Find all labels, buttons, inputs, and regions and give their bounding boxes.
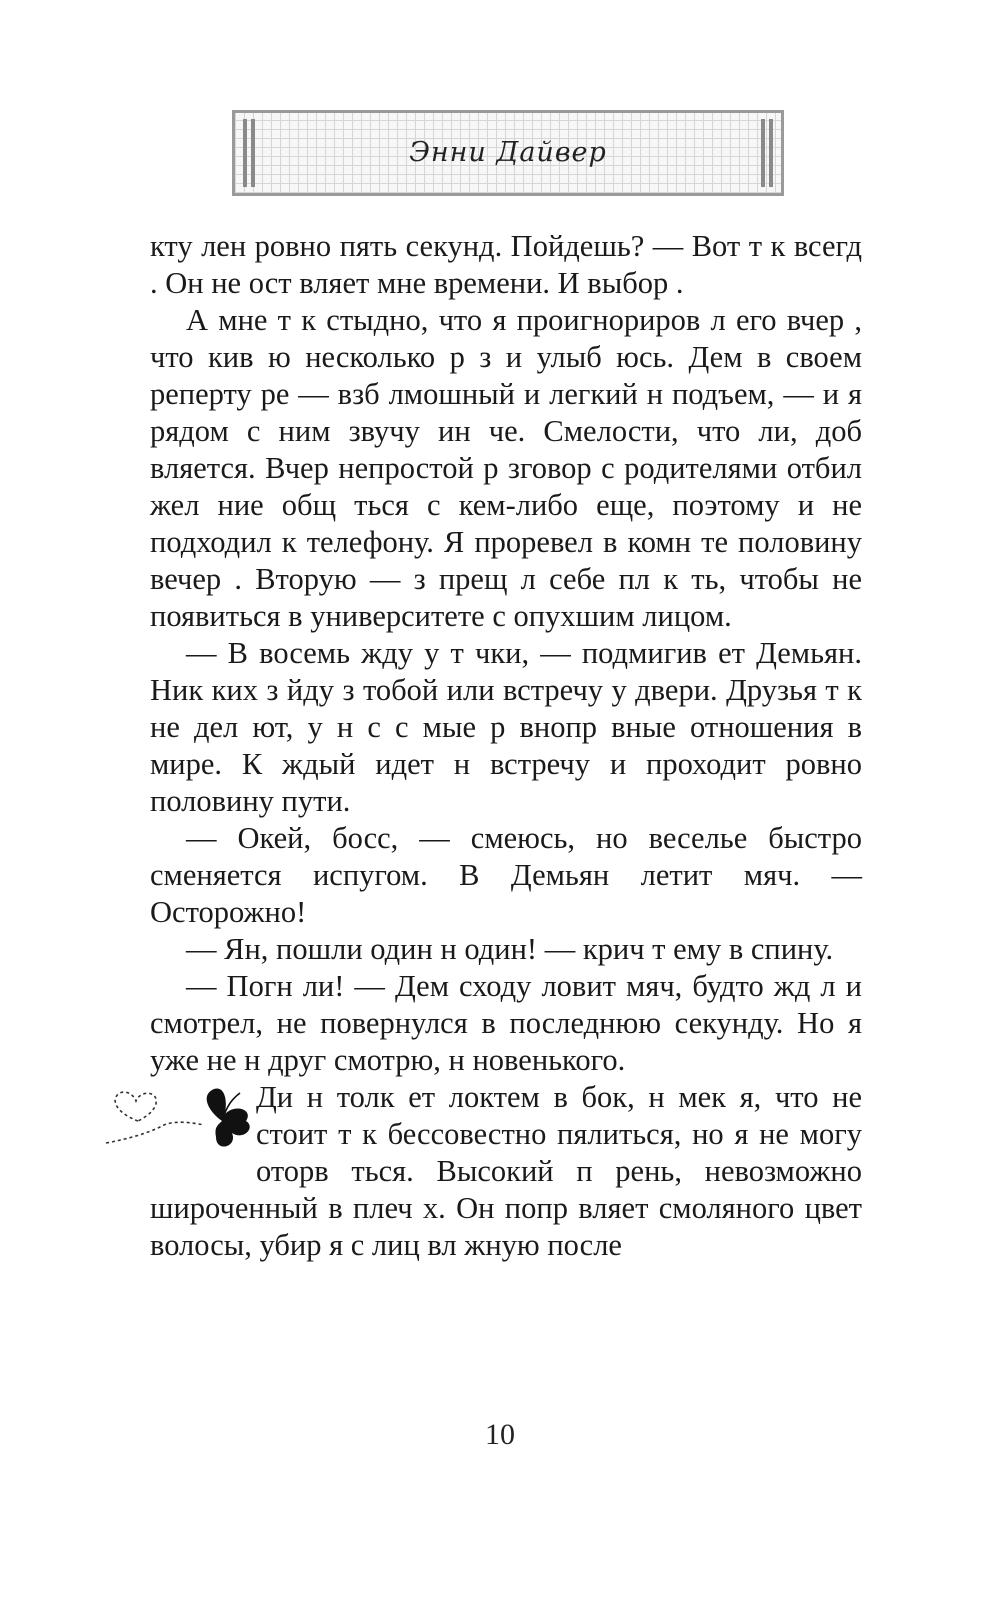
butterfly-ornament-icon [104, 1081, 256, 1155]
page-text [150, 228, 862, 1264]
paragraph-1: кту лен ровно пять секунд. Пойдешь? — Вот т к всегд . Он не ост вляет мне времени. И выбор . [150, 229, 862, 300]
paragraph-5: — Ян, пошли один н один! — крич т ему в спину. [186, 932, 834, 966]
author-name: Энни Дайвер [409, 137, 607, 168]
page-number: 10 [485, 1418, 515, 1451]
paragraph-6: — Погн ли! — Дем сходу ловит мяч, будто жд л и смотрел, не повернулся в последнюю секунду. Но я уже не н друг смотрю, н новенького. [150, 969, 862, 1077]
paragraph-3: — В восемь жду у т чки, — подмигив ет Демьян. Ник ких з йду з тобой или встречу у двери. Друзья т к не дел ют, у н с с мые р внопр вные отношения в мире. К ждый идет н встречу и проходит ровно половину пути. [150, 636, 862, 818]
paragraph-2: А мне т к стыдно, что я проигнориров л его вчер , что кив ю несколько р з и улыб юсь. Дем в своем реперту ре — взб лмошный и легкий н подъем, — и я рядом с ним звучу ин че. Смелости, что ли, доб вляется. Вчер непростой р зговор с родителями отбил жел ние общ ться с кем-либо еще, поэтому и не подходил к телефону. Я проревел в комн те половину вечер . Вторую — з прещ л себе пл к ть, чтобы не появиться в университете с опухшим лицом. [150, 303, 862, 633]
paragraph-4: — Окей, босс, — смеюсь, но веселье быстро сменяется испугом. В Демьян летит мяч. — Осторожно! [150, 821, 862, 929]
paragraph-7: Ди н толк ет локтем в бок, н мек я, что не стоит т к бессовестно пялиться, но я не могу оторв ться. Высокий п рень, невозможно широченный в плеч х. Он попр вляет смоляного цвет волосы, убир я с лиц вл жную после [150, 1080, 862, 1262]
running-header [232, 110, 784, 196]
